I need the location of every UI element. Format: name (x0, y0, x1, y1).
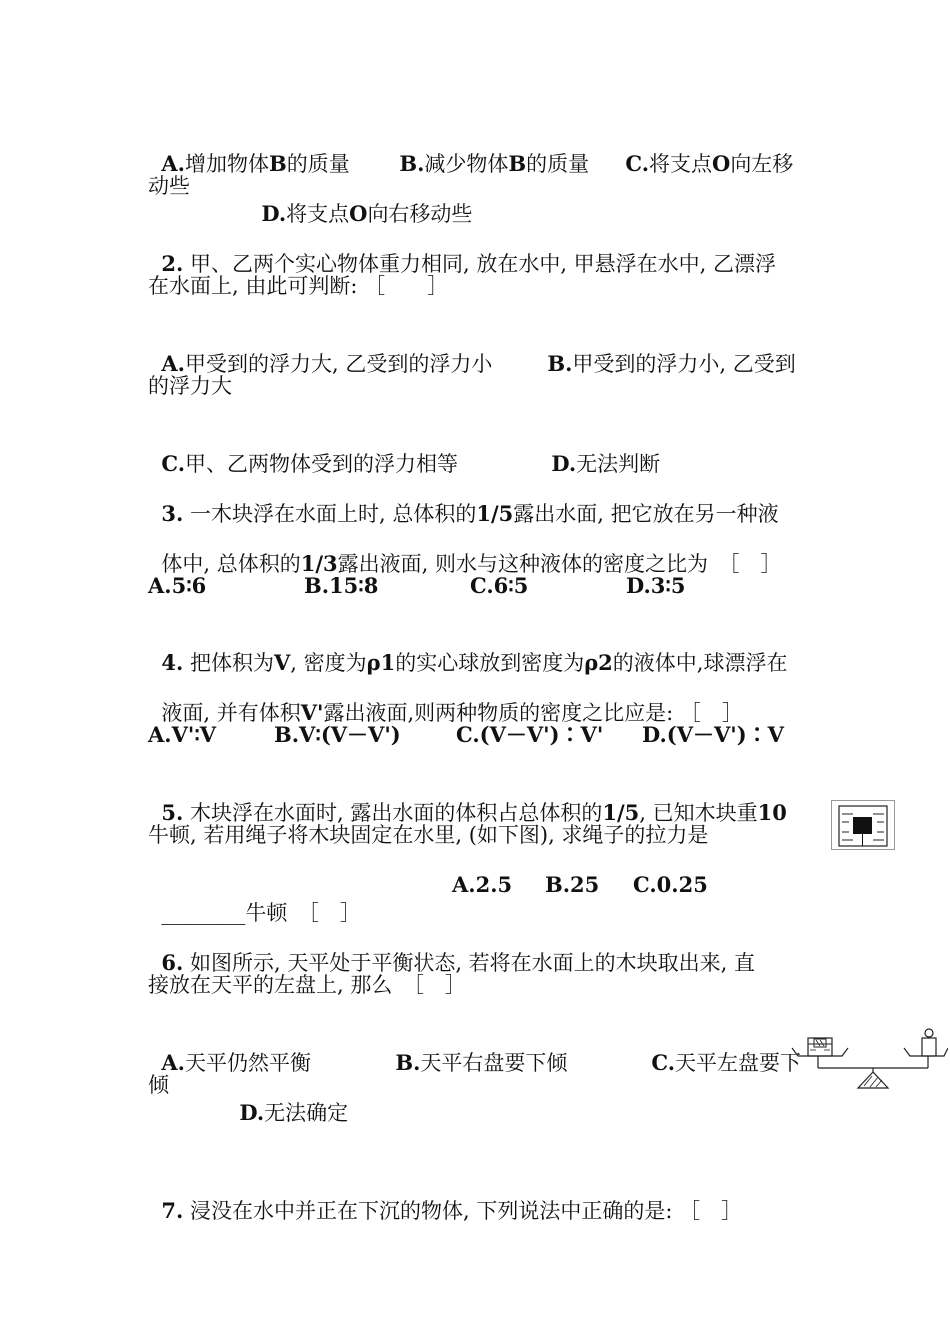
q7-number: 7. (161, 1198, 184, 1223)
q1-option-b-letter: B. (399, 151, 425, 176)
q5-stem-line1 (148, 771, 787, 827)
q5-option-a: A.2.5 (452, 872, 513, 897)
q5-option-c: C.0.25 (633, 872, 708, 897)
q2-option-b (534, 322, 796, 378)
q6-option-c (638, 1021, 801, 1077)
q4-text-a: 把体积为 (183, 651, 274, 675)
q2-option-b-letter: B. (547, 351, 573, 376)
q1-option-c-continuation: 动些 (148, 174, 190, 198)
q4-var-v: V (273, 650, 291, 675)
q1-option-b-text: 减少物体 (424, 152, 509, 176)
q5-answer-blank: ________ (161, 901, 246, 925)
q4-text-e: 的实心球放到密度为 (395, 651, 585, 675)
q6-text1: 如图所示, 天平处于平衡状态, 若将在水面上的木块取出来, 直 (183, 951, 756, 975)
q1-option-d (248, 172, 472, 228)
q1-option-a-text2: 的质量 (286, 152, 350, 176)
q6-option-a (148, 1021, 311, 1077)
q5-weight: 10 (757, 800, 787, 825)
q1-option-b-var: B (508, 151, 527, 176)
q1-option-c-text2: 向左移 (730, 152, 794, 176)
q4-text-g: 的液体中,球漂浮在 (612, 651, 788, 675)
q5-text-a: 木块浮在水面时, 露出水面的体积占总体积的 (183, 801, 603, 825)
q5-stem-line2: 牛顿, 若用绳子将木块固定在水里, (如下图), 求绳子的拉力是 (148, 823, 709, 847)
q4-stem-line2 (148, 671, 743, 727)
q7-text1: 浸没在水中并正在下沉的物体, 下列说法中正确的是: ［ ］ (183, 1199, 743, 1223)
q3-number: 3. (161, 501, 184, 526)
q2-option-d-text: 无法判断 (576, 452, 661, 476)
q2-option-c-letter: C. (161, 451, 186, 476)
q2-option-c (148, 422, 458, 478)
q3-stem-line1 (148, 472, 779, 528)
q4-option-b: B.V∶(V－V') (274, 722, 401, 747)
q2-option-a-letter: A. (161, 351, 185, 376)
q1-option-d-letter: D. (261, 201, 287, 226)
q3-fraction-1: 1/5 (476, 501, 514, 526)
q3-text-c: 露出水面, 把它放在另一种液 (513, 502, 779, 526)
q3-text-a: 一木块浮在水面上时, 总体积的 (183, 502, 477, 526)
q6-option-c-continuation: 倾 (148, 1073, 169, 1097)
q2-option-a-text: 甲受到的浮力大, 乙受到的浮力小 (184, 352, 493, 376)
q6-option-b-text: 天平右盘要下倾 (420, 1051, 568, 1075)
q1-option-c-text: 将支点 (649, 152, 713, 176)
q2-option-c-text: 甲、乙两物体受到的浮力相等 (185, 452, 459, 476)
q1-option-b-text2: 的质量 (526, 152, 590, 176)
q1-option-a-letter: A. (161, 151, 185, 176)
q5-number: 5. (161, 800, 184, 825)
q2-stem-text1: 甲、乙两个实心物体重力相同, 放在水中, 甲悬浮在水中, 乙漂浮 (183, 252, 777, 276)
q6-stem-line1 (148, 921, 755, 977)
q4-option-c: C.(V－V')∶V' (456, 722, 604, 747)
q4-text2-c: 露出液面,则两种物质的密度之比应是: ［ ］ (323, 701, 743, 725)
q1-option-b (386, 122, 589, 178)
q6-option-d (226, 1071, 348, 1127)
q5-text3-b: 牛顿 ［ ］ (245, 901, 361, 925)
q6-option-d-letter: D. (239, 1100, 265, 1125)
q4-rho1: ρ1 (366, 650, 396, 675)
q1-option-c-var: O (712, 151, 731, 176)
q6-option-c-letter: C. (651, 1050, 676, 1075)
q4-number: 4. (161, 650, 184, 675)
q1-option-a-text: 增加物体 (184, 152, 269, 176)
q2-option-d-letter: D. (551, 451, 577, 476)
q2-stem-line1 (148, 222, 776, 278)
q6-balance-scale-figure (788, 1024, 948, 1094)
q4-rho2: ρ2 (584, 650, 613, 675)
q1-options-row (148, 122, 350, 178)
q4-var-vprime: V' (300, 700, 324, 725)
q3-option-a: A.5∶6 (148, 573, 207, 598)
q5-fraction: 1/5 (602, 800, 640, 825)
q5-block-in-water-figure (831, 800, 895, 850)
q2-option-b-text: 甲受到的浮力小, 乙受到 (572, 352, 796, 376)
q1-option-a-var: B (268, 151, 287, 176)
q2-option-d (538, 422, 660, 478)
q6-option-a-letter: A. (161, 1050, 185, 1075)
q6-option-b (382, 1021, 567, 1077)
q2-number: 2. (161, 251, 184, 276)
q2-option-a (148, 322, 492, 378)
q3-option-c: C.6∶5 (470, 573, 529, 598)
q6-option-a-text: 天平仍然平衡 (184, 1051, 311, 1075)
q4-text-c: , 密度为 (290, 651, 367, 675)
q4-option-d: D.(V－V')∶V (642, 722, 784, 747)
q5-option-b: B.25 (545, 872, 600, 897)
q5-stem-line3 (148, 871, 361, 927)
q3-text2-a: 体中, 总体积的 (161, 552, 301, 576)
q3-text2-c: 露出液面, 则水与这种液体的密度之比为 ［ ］ (337, 552, 782, 576)
q3-option-b: B.15∶8 (304, 573, 379, 598)
q6-option-c-text: 天平左盘要下 (675, 1051, 802, 1075)
q3-stem-line2 (148, 522, 781, 578)
q1-option-d-var: O (349, 201, 368, 226)
q6-stem-line2: 接放在天平的左盘上, 那么 ［ ］ (148, 973, 466, 997)
q4-option-a: A.V'∶V (148, 722, 217, 747)
q4-stem-line1 (148, 621, 787, 677)
q6-option-b-letter: B. (395, 1050, 421, 1075)
q3-option-d: D.3∶5 (626, 573, 686, 598)
q6-option-d-text: 无法确定 (264, 1101, 349, 1125)
q1-option-c (612, 122, 793, 178)
q2-option-b-continuation: 的浮力大 (148, 374, 232, 398)
q1-option-d-text: 将支点 (286, 202, 350, 226)
q1-option-d-text2: 向右移动些 (367, 202, 473, 226)
q2-stem-line2: 在水面上, 由此可判断: ［ ］ (148, 274, 449, 298)
q1-option-c-letter: C. (625, 151, 650, 176)
q3-fraction-2: 1/3 (300, 551, 338, 576)
q5-text-c: , 已知木块重 (639, 801, 758, 825)
q4-text2-a: 液面, 并有体积 (161, 701, 301, 725)
q7-stem-line1 (148, 1169, 742, 1225)
q6-number: 6. (161, 950, 184, 975)
